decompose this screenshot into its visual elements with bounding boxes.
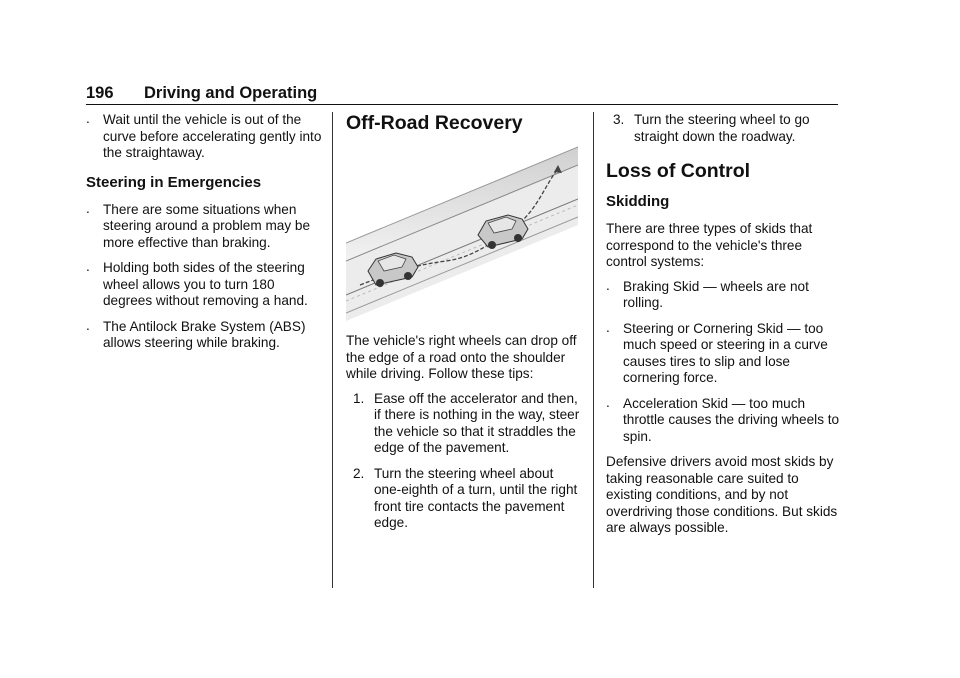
column-3 xyxy=(606,112,842,545)
bullet-item xyxy=(606,321,842,387)
bullet-text: Holding both sides of the steering wheel allows you to turn 180 degrees without removing a hand. xyxy=(103,260,308,308)
column-2 xyxy=(346,112,582,541)
bullet-item xyxy=(86,260,324,310)
off-road-recovery-illustration xyxy=(346,143,578,321)
paragraph: The vehicle's right wheels can drop off the edge of a road onto the shoulder while driving. Follow these tips: xyxy=(346,333,577,381)
column-divider-right xyxy=(593,112,594,588)
bullet-marker: . xyxy=(86,259,90,274)
numbered-step xyxy=(613,112,842,145)
bullet-text: There are some situations when steering around a problem may be more effective than braking. xyxy=(103,201,311,250)
bullet-item xyxy=(606,396,842,446)
bullet-text: Wait until the vehicle is out of the curve before accelerating gently into the straightaway. xyxy=(103,112,322,160)
bullet-marker: . xyxy=(606,277,610,293)
section-heading: Off-Road Recovery xyxy=(346,112,523,134)
subsection-heading: Skidding xyxy=(606,193,670,210)
bullet-item xyxy=(86,112,324,162)
chapter-title: Driving and Operating xyxy=(144,84,318,102)
page-number: 196 xyxy=(86,84,114,102)
numbered-step xyxy=(353,466,582,532)
bullet-marker: . xyxy=(606,319,610,335)
bullet-text: Braking Skid — wheels are not rolling. xyxy=(623,278,809,310)
column-1 xyxy=(86,112,324,361)
paragraph: Defensive drivers avoid most skids by taking reasonable care suited to existing conditions, and by not overdriving those conditions. But skids are always possible. xyxy=(606,454,838,535)
page-header xyxy=(86,84,838,106)
paragraph: There are three types of skids that correspond to the vehicle's three control systems: xyxy=(606,221,813,269)
bullet-marker: . xyxy=(86,200,90,216)
numbered-step xyxy=(353,391,582,457)
bullet-text: Acceleration Skid — too much throttle causes the driving wheels to spin. xyxy=(623,395,840,444)
step-number: 2. xyxy=(353,465,365,481)
step-number: 3. xyxy=(613,112,625,127)
section-heading: Steering in Emergencies xyxy=(86,173,262,191)
step-number: 1. xyxy=(353,390,365,406)
bullet-item xyxy=(606,279,842,312)
bullet-marker: . xyxy=(86,317,90,333)
bullet-text: The Antilock Brake System (ABS) allows steering while braking. xyxy=(103,318,306,350)
bullet-marker: . xyxy=(606,394,610,410)
road-illustration-svg xyxy=(346,143,578,321)
section-heading: Loss of Control xyxy=(606,160,751,182)
step-text: Turn the steering wheel about one-eighth of a turn, until the right front tire contacts the pavement edge. xyxy=(374,465,578,530)
step-text: Ease off the accelerator and then, if there is nothing in the way, steer the vehicle so that it straddles the edge of the pavement. xyxy=(374,390,580,455)
bullet-text: Steering or Cornering Skid — too much speed or steering in a curve causes tires to slip and lose cornering force. xyxy=(623,320,828,385)
header-rule xyxy=(86,104,838,105)
bullet-item xyxy=(86,319,324,352)
column-divider-left xyxy=(332,112,333,588)
step-text: Turn the steering wheel to go straight down the roadway. xyxy=(634,112,810,144)
bullet-item xyxy=(86,202,324,252)
bullet-marker: . xyxy=(86,111,90,126)
